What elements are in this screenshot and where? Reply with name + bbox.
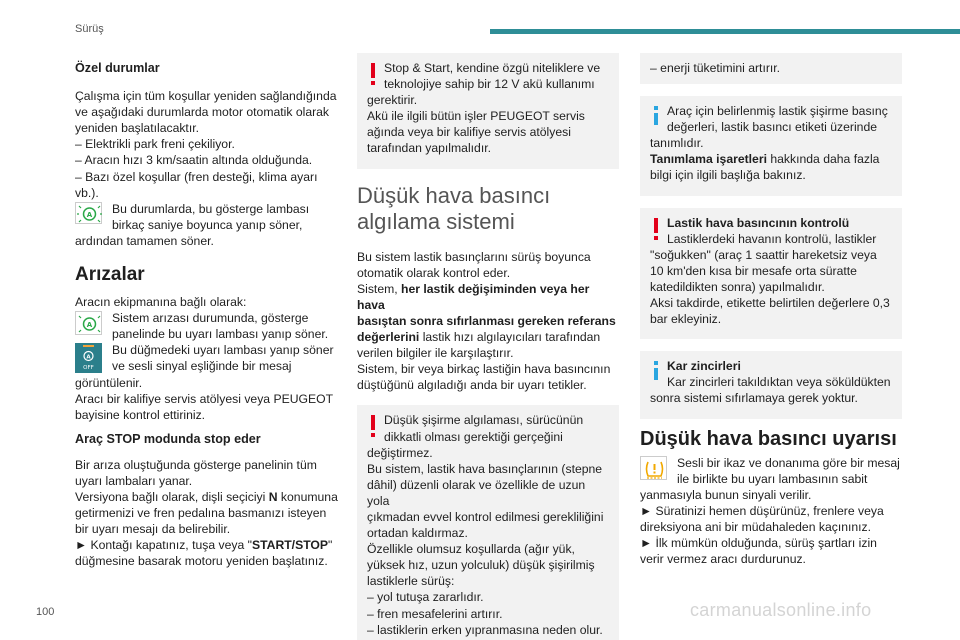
stop-start-fault-icon [75,311,102,335]
text-line: verir vermez aracı durdurunuz. [640,552,806,567]
text-line: Sistem arızası durumunda, gösterge [112,311,309,326]
text-line: Bu sistem lastik basınçlarını sürüş boyunca [357,249,591,264]
text-line: Akü ile ilgili bütün işler PEUGEOT servis [367,109,585,124]
text-line: uyarı lambaları yanar. [75,473,193,488]
text-line: 10 km'den kısa bir mesafe orta süratte [650,263,857,278]
text-line: gerektirir. [367,93,418,108]
text-line: Özellikle olumsuz koşullarda (ağır yük, [367,542,575,557]
text-line: Bu sistem, lastik hava basınçlarının (stepne [367,461,603,476]
tpms-title [357,183,619,235]
tyre-pressure-warning-icon [640,456,667,480]
text-line: Düşük şişirme algılaması, sürücünün [384,413,584,428]
special-conditions-title: Özel durumlar [75,61,160,75]
text-line: Aksi takdirde, etikette belirtilen değerlere 0,3 [650,296,890,311]
inflation-warning-box [357,405,619,640]
svg-text:A: A [86,354,91,361]
info-icon [654,106,658,121]
text-line: düğmesine basarak motoru yeniden başlatınız. [75,554,328,569]
low-pressure-lamp-note [640,455,902,487]
fault-panel-note [75,310,340,342]
text-line: tanımlıdır. [650,136,704,151]
energy-note-box [640,53,902,84]
text-line: dâhil) düzenli olarak ve özellikle de uzun yola [367,477,586,508]
text-line: ağında veya bir kalifiye servis atölyesi [367,125,571,140]
special-conditions-text [75,88,340,201]
stop-start-lamp-icon [75,202,102,224]
text-line: değerlerini lastik hızı algılayıcıları tarafından [357,330,601,345]
column-1 [75,60,340,570]
text-line: teknolojiye sahip bir 12 V akü kullanımı [384,77,595,92]
text-line: Çalışma için tüm koşullar yeniden sağlandığında [75,89,337,104]
text-line: yüksek hız, uzun yolculuk) düşük şişirilmiş [367,558,595,573]
info-icon [654,361,658,376]
fault-button-note [75,342,340,374]
text-line: – Bazı özel koşullar (fren desteği, klima ayarı [75,169,318,184]
stop-start-off-button-icon [75,343,102,373]
snow-chains-box [640,351,902,418]
text-line: Aracı bir kalifiye servis atölyesi veya PEUGEOT [75,391,334,406]
text-line: bilgi için ilgili başlığa bakınız. [650,168,806,183]
text-line: ► Kontağı kapatınız, tuşa veya "START/STOP" [75,538,333,553]
column-2 [357,53,619,640]
column-3 [640,53,902,567]
warning-icon [371,415,375,430]
svg-text:A: A [86,210,93,219]
text-line: ile birlikte bu uyarı lambasının sabit [677,471,868,486]
section-label: Sürüş [75,23,104,35]
text-line: verilen bilgiler ile karşılaştırır. [357,346,514,361]
text-line: Stop & Start, kendine özgü niteliklere ve [384,61,601,75]
text-line: – fren mesafelerini artırır. [367,606,503,621]
text-line: Bir arıza oluştuğunda gösterge panelinin tüm [75,457,317,472]
text-line: "soğukken" (araç 1 saattir hareketsiz veya [650,247,877,262]
text-line: değerleri, lastik basıncı etiketi üzerinde [667,120,878,135]
text-line: – Aracın hızı 3 km/saatin altında olduğunda. [75,153,313,168]
text-line: bar ekleyiniz. [650,312,722,327]
title-line: algılama sistemi [357,208,515,234]
warning-icon [371,63,375,78]
low-pressure-warning-title: Düşük hava basıncı uyarısı [640,427,897,450]
text-line: lastiklerle sürüş: [367,574,455,589]
text-line: değiştirmez. [367,445,433,460]
text-line: görüntülenir. [75,375,143,390]
text-line: tarafından yapılmalıdır. [367,141,491,156]
text-line: Kar zincirleri takıldıktan veya söküldükten [667,375,891,390]
off-label: OFF [83,365,94,372]
text-line: bayisine kontrol ettiriniz. [75,407,206,422]
box-title: Lastik hava basıncının kontrolü [667,215,850,230]
text-line: Araç için belirlenmiş lastik şişirme basınç [667,104,888,119]
text-line: Lastiklerdeki havanın kontrolü, lastikler [667,231,877,246]
text-line: çıkmadan evvel kontrol edilmesi gerekliliğini [367,509,604,524]
header-accent-bar [490,29,960,34]
text-line: yanmasıyla bunun sinyali verilir. [640,487,812,502]
text-line: – yol tutuşa zararlıdır. [367,590,484,605]
text-line: sonra sistemi sıfırlamaya gerek yoktur. [650,391,858,406]
text-line: katedildikten sonra) yapılmalıdır. [650,279,825,294]
text-line: – lastiklerin erken yıpranmasına neden olur. [367,622,603,637]
warning-icon [654,218,658,233]
page-header [0,0,960,40]
text-line: Sistem, her lastik değişiminden veya her hava [357,281,590,312]
box-title: Kar zincirleri [667,359,741,374]
text-line: Tanımlama işaretleri hakkında daha fazla [650,152,880,167]
battery-warning-box [357,53,619,169]
text-line: – Elektrikli park freni çekiliyor. [75,137,235,152]
text-line: birkaç saniye boyunca yanıp söner, [112,217,303,232]
title-line: Düşük hava basıncı [357,182,551,208]
text-line: basıştan sonra sıfırlanması gereken referans [357,313,616,328]
page-number: 100 [36,606,55,618]
text-line: direksiyona ani bir müdahaleden kaçınınız. [640,519,872,534]
text-line: ► İlk mümkün olduğunda, sürüş şartları izin [640,536,877,551]
text-line: dikkatli olması gerektiği gerçeğini [384,429,563,444]
svg-text:A: A [86,321,93,330]
text-line: vb.). [75,185,99,200]
text-line: Sesli bir ikaz ve donanıma göre bir mesaj [677,455,900,470]
text-line: Versiyona bağlı olarak, dişli seçiciyi N konumuna [75,490,338,505]
text-line: yeniden başlatılacaktır. [75,121,199,136]
text-line: ve aşağıdaki durumlarda motor otomatik olarak [75,105,330,120]
text-line: Bu durumlarda, bu gösterge lambası [112,201,310,216]
text-line: Aracın ekipmanına bağlı olarak: [75,295,247,310]
text-line: Sistem, bir veya birkaç lastiğin hava basıncının [357,362,611,377]
text-line: ardından tamamen söner. [75,233,214,248]
pressure-info-box [640,96,902,195]
text-line: otomatik olarak kontrol eder. [357,265,511,280]
text-line: bir uyarı mesajı da belirebilir. [75,522,231,537]
faults-title: Arızalar [75,264,145,286]
text-line: ve sesli sinyal eşliğinde bir mesaj [112,359,292,374]
text-line: ► Süratinizi hemen düşürünüz, frenlere veya [640,503,884,518]
watermark: carmanualsonline.info [690,600,872,620]
text-line: düştüğünü algıladığı anda bir uyarı tetikler. [357,378,587,393]
text-line: ortadan kaldırmaz. [367,526,468,541]
text-line: – enerji tüketimini artırır. [650,61,781,75]
pressure-check-box [640,208,902,340]
stop-mode-title: Araç STOP modunda stop eder [75,431,261,446]
auto-lamp-note [75,201,340,233]
text-line: panelinde bu uyarı lambası yanıp söner. [112,327,329,342]
text-line: Bu düğmedeki uyarı lambası yanıp söner [112,343,334,358]
text-line: getirmenizi ve fren pedalına basmanızı isteyen [75,506,327,521]
